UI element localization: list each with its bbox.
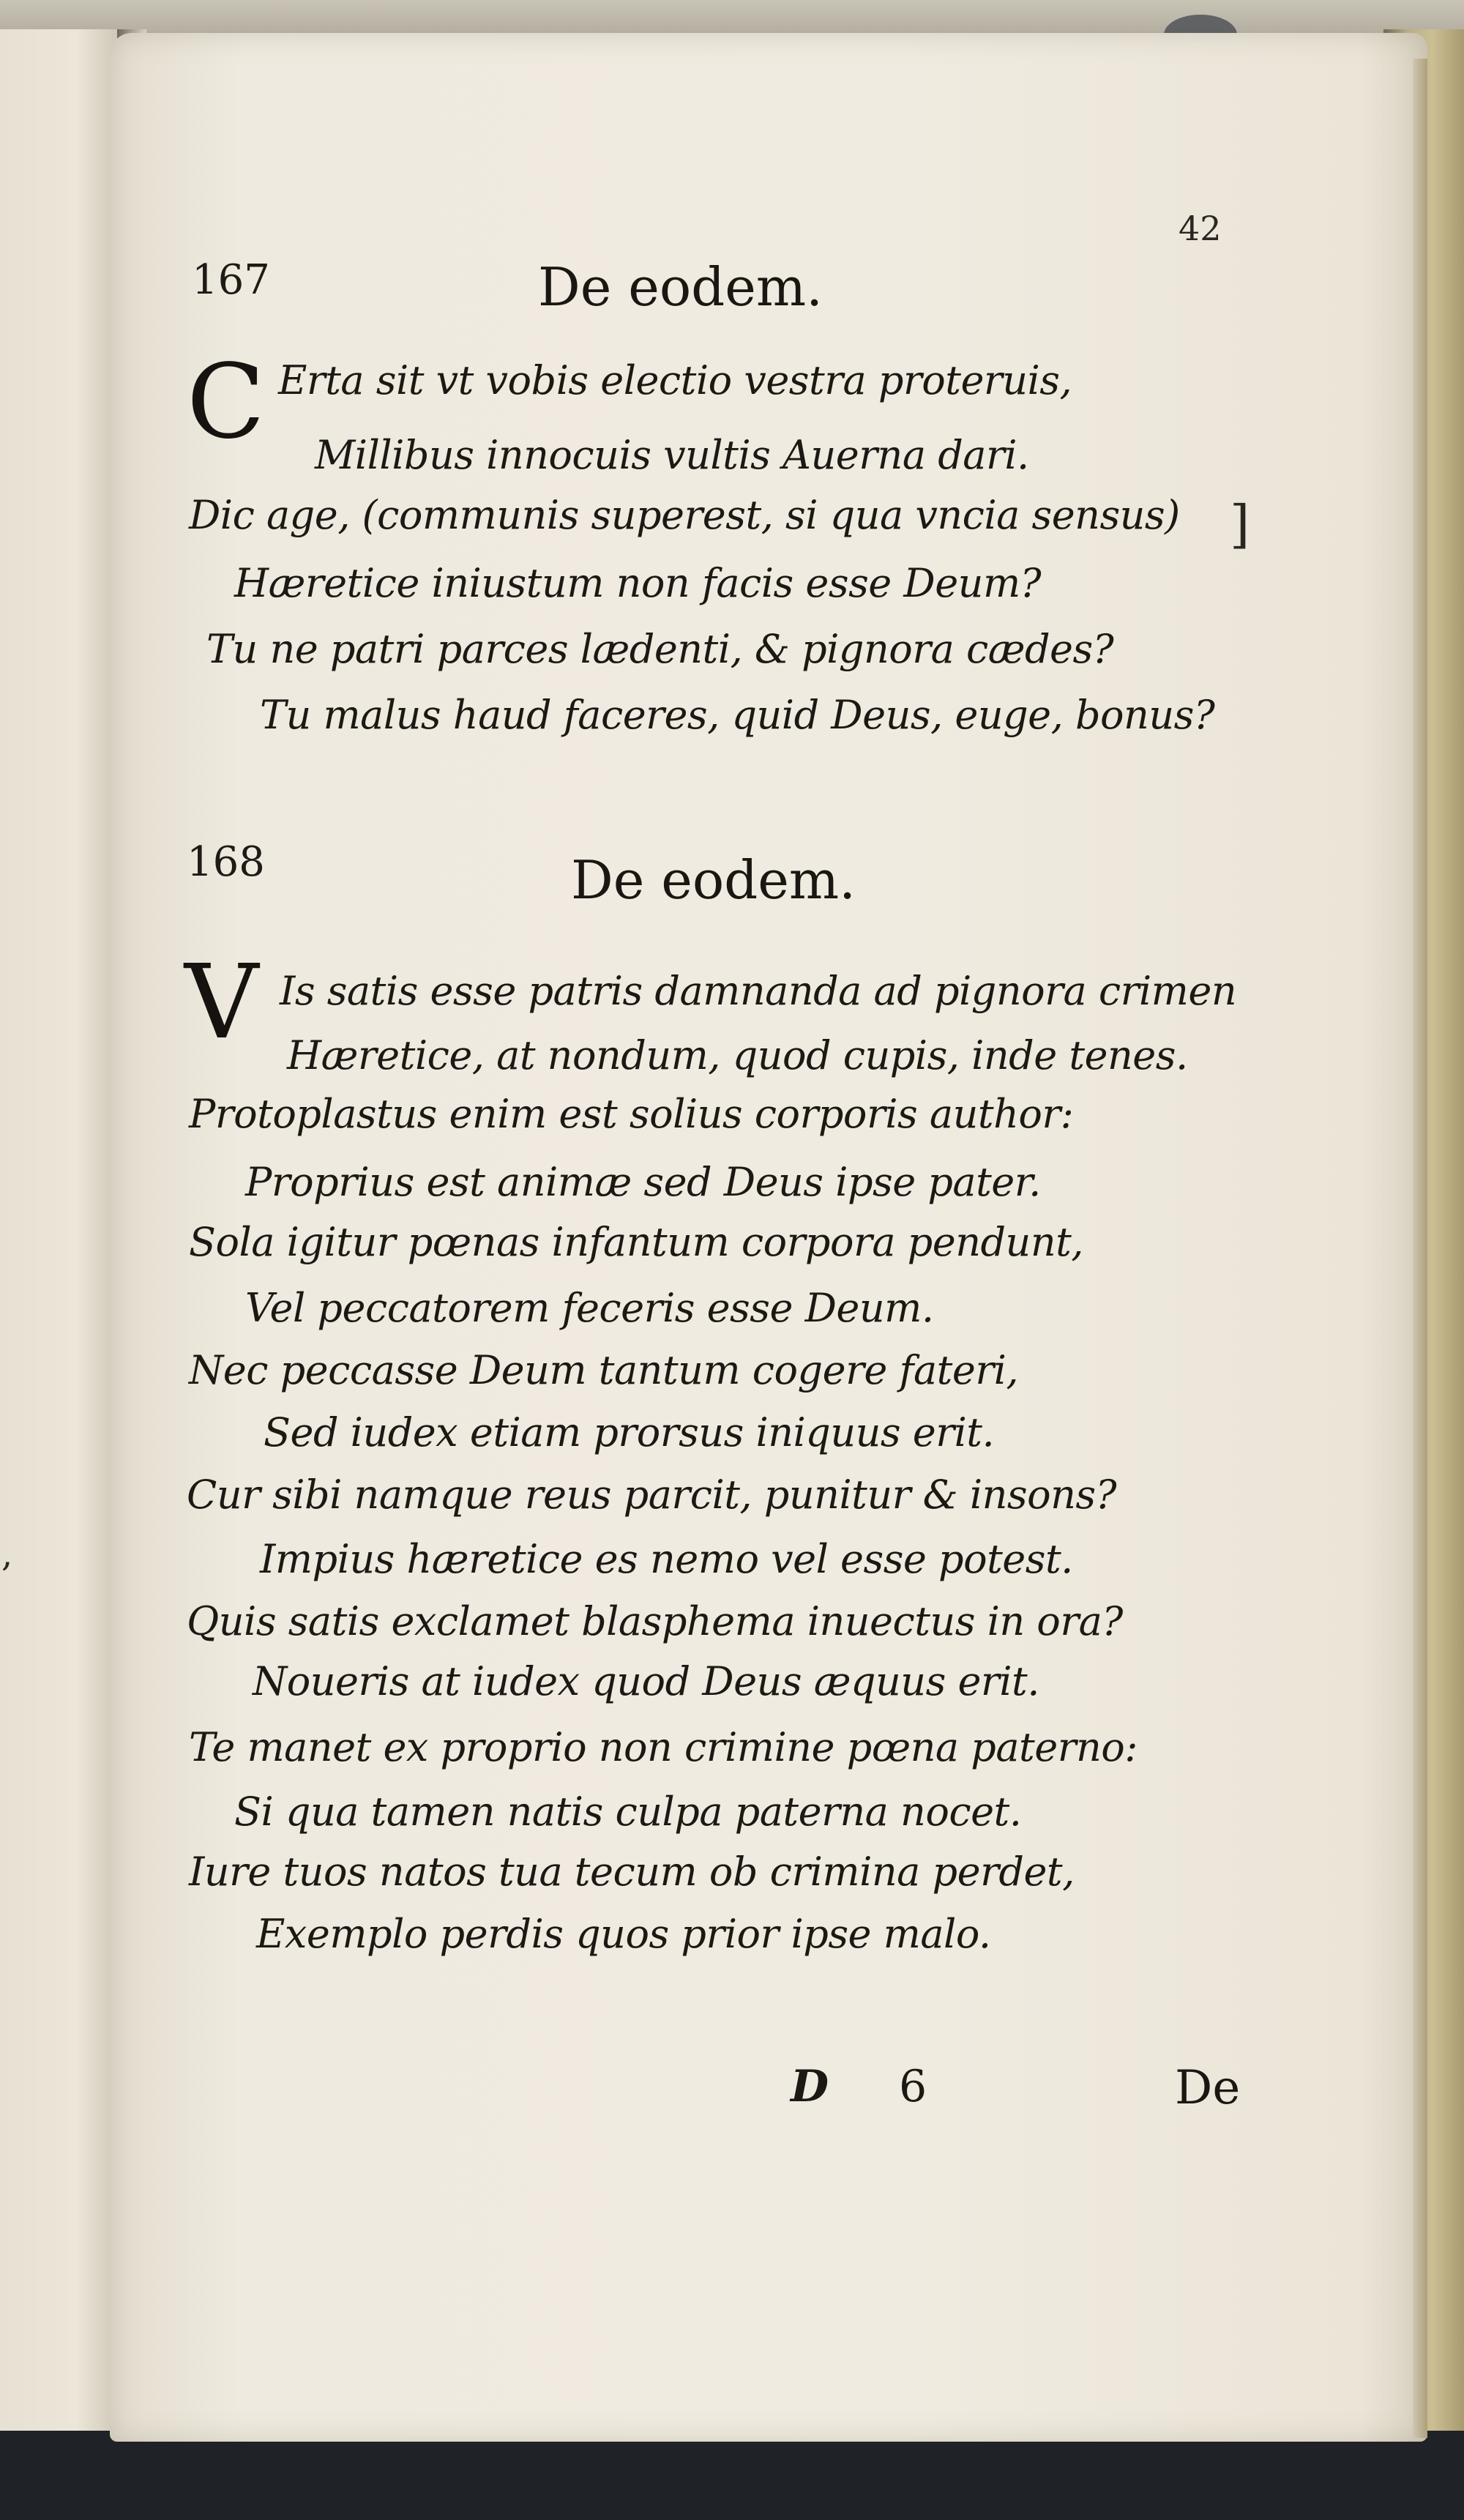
verse-line: Erta sit vt vobis electio vestra proteruis, — [278, 357, 1072, 403]
verse-line: Si qua tamen natis culpa paterna nocet. — [234, 1789, 1022, 1835]
verse-line: Sola igitur pœnas infantum corpora pendunt, — [189, 1219, 1083, 1265]
catchword: De — [1175, 2061, 1241, 2115]
left-page-mark: , — [1, 1534, 13, 1575]
verse-line: Te manet ex proprio non crimine pœna paterno: — [189, 1724, 1138, 1770]
drop-cap: V — [184, 943, 259, 1062]
verse-line: Protoplastus enim est solius corporis author: — [189, 1091, 1074, 1137]
bottom-background — [0, 2431, 1464, 2520]
verse-line: Proprius est animæ sed Deus ipse pater. — [245, 1159, 1041, 1205]
verse-line: Quis satis exclamet blasphema inuectus in ora? — [187, 1598, 1123, 1644]
verse-line: Sed iudex etiam prorsus iniquus erit. — [264, 1409, 995, 1455]
verse-line: Hæretice, at nondum, quod cupis, inde tenes. — [287, 1032, 1188, 1078]
epigram-title: De eodem. — [538, 256, 824, 318]
signature-letter: D — [791, 2061, 829, 2112]
verse-line: Nec peccasse Deum tantum cogere fateri, — [189, 1347, 1019, 1393]
verse-line: Impius hæretice es nemo vel esse potest. — [260, 1536, 1073, 1582]
signature-number: 6 — [899, 2061, 927, 2112]
page-edge — [1413, 59, 1427, 2438]
verse-line: Cur sibi namque reus parcit, punitur & insons? — [187, 1472, 1117, 1518]
verse-line: Is satis esse patris damnanda ad pignora crimen — [280, 968, 1237, 1014]
verse-line: Millibus innocuis vultis Auerna dari. — [315, 432, 1029, 478]
left-facing-page — [0, 29, 128, 2438]
verse-line: Dic age, (communis superest, si qua vncia sensus) — [189, 492, 1180, 538]
verse-line: Tu malus haud faceres, quid Deus, euge, bonus? — [260, 692, 1215, 738]
drop-cap: C — [187, 343, 266, 462]
verse-line: Noueris at iudex quod Deus æquus erit. — [253, 1658, 1039, 1704]
verse-line: Tu ne patri parces lædenti, & pignora cædes? — [206, 626, 1114, 672]
verse-line: Vel peccatorem feceris esse Deum. — [245, 1285, 934, 1331]
epigram-title: De eodem. — [571, 849, 856, 911]
verse-line: Iure tuos natos tua tecum ob crimina perdet, — [189, 1849, 1075, 1895]
epigram-number: 168 — [187, 838, 265, 886]
epigram-number: 167 — [192, 256, 270, 304]
verse-line: Exemplo perdis quos prior ipse malo. — [256, 1911, 991, 1957]
verse-line: Hæretice iniustum non facis esse Deum? — [234, 560, 1042, 606]
bracket-mark: ] — [1230, 494, 1250, 554]
folio-number: 42 — [1179, 209, 1222, 248]
